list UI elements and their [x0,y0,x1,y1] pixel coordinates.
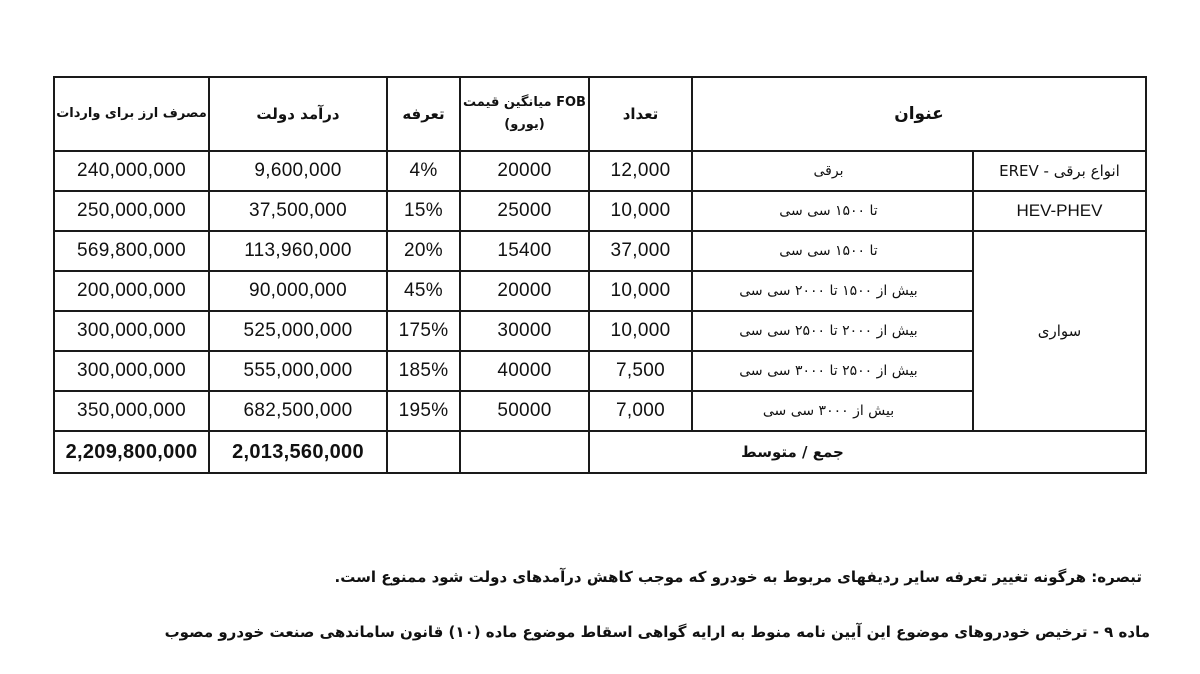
cell-revenue: 555,000,000 [209,351,387,391]
cell-count: 7,500 [589,351,692,391]
total-tariff-empty [387,431,460,473]
cell-count: 10,000 [589,311,692,351]
total-fx: 2,209,800,000 [54,431,209,473]
cell-category: HEV-PHEV [973,191,1146,231]
cell-category: انواع برقی - EREV [973,151,1146,191]
cell-category: سواری [973,231,1146,431]
cell-description: تا ۱۵۰۰ سی سی [692,191,973,231]
cell-count: 12,000 [589,151,692,191]
cell-fx: 240,000,000 [54,151,209,191]
total-fob-empty [460,431,589,473]
total-revenue: 2,013,560,000 [209,431,387,473]
cell-description: برقی [692,151,973,191]
cell-fob: 40000 [460,351,589,391]
cell-revenue: 37,500,000 [209,191,387,231]
cell-tariff: 20% [387,231,460,271]
header-tariff: تعرفه [387,77,460,151]
cell-revenue: 682,500,000 [209,391,387,431]
cell-revenue: 9,600,000 [209,151,387,191]
cell-fx: 250,000,000 [54,191,209,231]
table-row [54,231,1146,271]
cell-fx: 200,000,000 [54,271,209,311]
cell-fx: 350,000,000 [54,391,209,431]
cell-count: 37,000 [589,231,692,271]
header-fx: مصرف ارز برای واردات [54,77,209,151]
cell-fx: 300,000,000 [54,351,209,391]
note-tabsare: تبصره: هرگونه تغییر تعرفه سایر ردیفهای مربوط به خودرو که موجب کاهش درآمدهای دولت شود ممنوع است. [334,568,1142,586]
cell-description: بیش از ۱۵۰۰ تا ۲۰۰۰ سی سی [692,271,973,311]
cell-tariff: 4% [387,151,460,191]
cell-tariff: 185% [387,351,460,391]
header-revenue: درآمد دولت [209,77,387,151]
cell-count: 10,000 [589,271,692,311]
cell-count: 7,000 [589,391,692,431]
cell-tariff: 15% [387,191,460,231]
cell-fob: 15400 [460,231,589,271]
cell-revenue: 525,000,000 [209,311,387,351]
header-fob: میانگین قیمت FOB (یورو) [460,77,589,151]
cell-fx: 300,000,000 [54,311,209,351]
cell-tariff: 45% [387,271,460,311]
cell-description: بیش از ۲۰۰۰ تا ۲۵۰۰ سی سی [692,311,973,351]
cell-fx: 569,800,000 [54,231,209,271]
cell-description: بیش از ۳۰۰۰ سی سی [692,391,973,431]
cell-fob: 20000 [460,271,589,311]
table-row [54,151,1146,191]
table-row [54,191,1146,231]
tariff-table [53,76,1147,474]
cell-tariff: 175% [387,311,460,351]
header-title: عنوان [692,77,1146,151]
cell-fob: 30000 [460,311,589,351]
cell-fob: 20000 [460,151,589,191]
cell-fob: 25000 [460,191,589,231]
cell-count: 10,000 [589,191,692,231]
total-label: جمع / متوسط [589,431,1146,473]
table-total-row [54,431,1146,473]
cell-revenue: 90,000,000 [209,271,387,311]
cell-fob: 50000 [460,391,589,431]
table-header-row [54,77,1146,151]
cell-tariff: 195% [387,391,460,431]
cell-description: بیش از ۲۵۰۰ تا ۳۰۰۰ سی سی [692,351,973,391]
header-count: تعداد [589,77,692,151]
note-article-9: ماده ۹ - ترخیص خودروهای موضوع این آیین نامه منوط به ارایه گواهی اسقاط موضوع ماده (۱۰) قانون ساماندهی صنعت خودرو مصوب [164,623,1150,641]
cell-description: تا ۱۵۰۰ سی سی [692,231,973,271]
cell-revenue: 113,960,000 [209,231,387,271]
